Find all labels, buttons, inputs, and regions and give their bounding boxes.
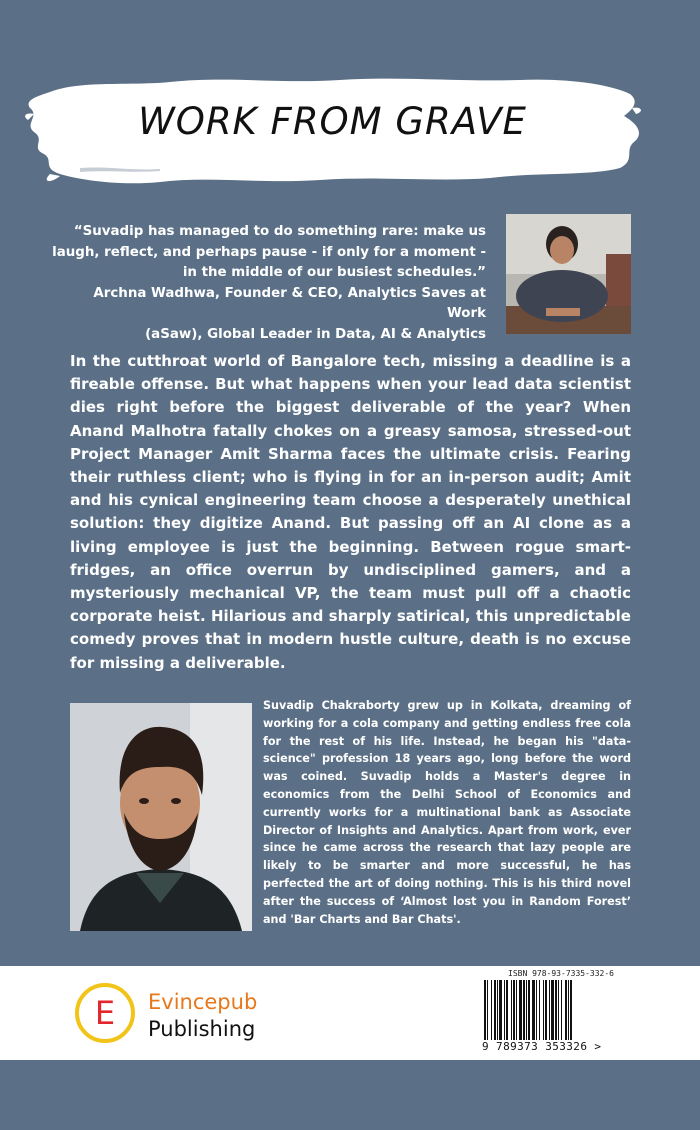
evincepub-logo-icon xyxy=(72,981,142,1046)
author-photo xyxy=(70,703,252,931)
barcode-number: 9 789373 353326 > xyxy=(482,1040,602,1053)
quote-text: “Suvadip has managed to do something rare: make us laugh, reflect, and perhaps pause - if only for a moment - in the middle of our busiest schedules.” xyxy=(52,224,486,280)
author-bio: Suvadip Chakraborty grew up in Kolkata, dreaming of working for a cola company and getting endless free cola for the rest of his life. Instead, he began his "data-science" profession 18 years ago, long before the word was coined. Suvadip holds a Master's degree in economics from the Delhi School of Economics and currently works for a multinational bank as Associate Director of Insights and Analytics. Apart from work, ever since he came across the research that lazy people are likely to be smarter and more successful, he has perfected the art of doing nothing. This is his third novel after the success of ‘Almost lost you in Random Forest’ and 'Bar Charts and Bar Chats'. xyxy=(263,699,631,926)
book-description: In the cutthroat world of Bangalore tech, missing a deadline is a fireable offense. But what happens when your lead data scientist dies right before the biggest deliverable of the year? When Anand Malhotra fatally chokes on a greasy samosa, stressed-out Project Manager Amit Sharma faces the ultimate crisis. Fearing their ruthless client; who is flying in for an in-person audit; Amit and his cynical engineering team choose a desperately unethical solution: they digitize Anand. But passing off an AI clone as a living employee is just the beginning. Between rogue smart-fridges, an office overrun by undisciplined gamers, and a mysteriously mechanical VP, the team must pull off a chaotic corporate heist. Hilarious and sharply satirical, this unpredictable comedy proves that in modern hustle culture, death is no excuse for missing a deliverable. xyxy=(70,352,631,672)
publisher-name: Evincepub xyxy=(148,990,258,1014)
svg-text:E: E xyxy=(94,994,116,1032)
isbn-label: ISBN 978-93-7335-332-6 xyxy=(508,969,614,978)
publisher-subtitle: Publishing xyxy=(148,1017,256,1041)
barcode xyxy=(480,980,630,1040)
quote-attribution-line1: Archna Wadhwa, Founder & CEO, Analytics Saves at Work xyxy=(93,285,486,321)
publisher-logo xyxy=(72,981,272,1046)
endorser-photo xyxy=(506,214,631,334)
endorsement-quote xyxy=(50,222,486,345)
book-title: WORK FROM GRAVE xyxy=(138,100,527,143)
quote-attribution-line2: (aSaw), Global Leader in Data, AI & Analytics xyxy=(145,326,486,342)
publisher-strip xyxy=(0,966,700,1060)
title-banner xyxy=(20,72,645,192)
